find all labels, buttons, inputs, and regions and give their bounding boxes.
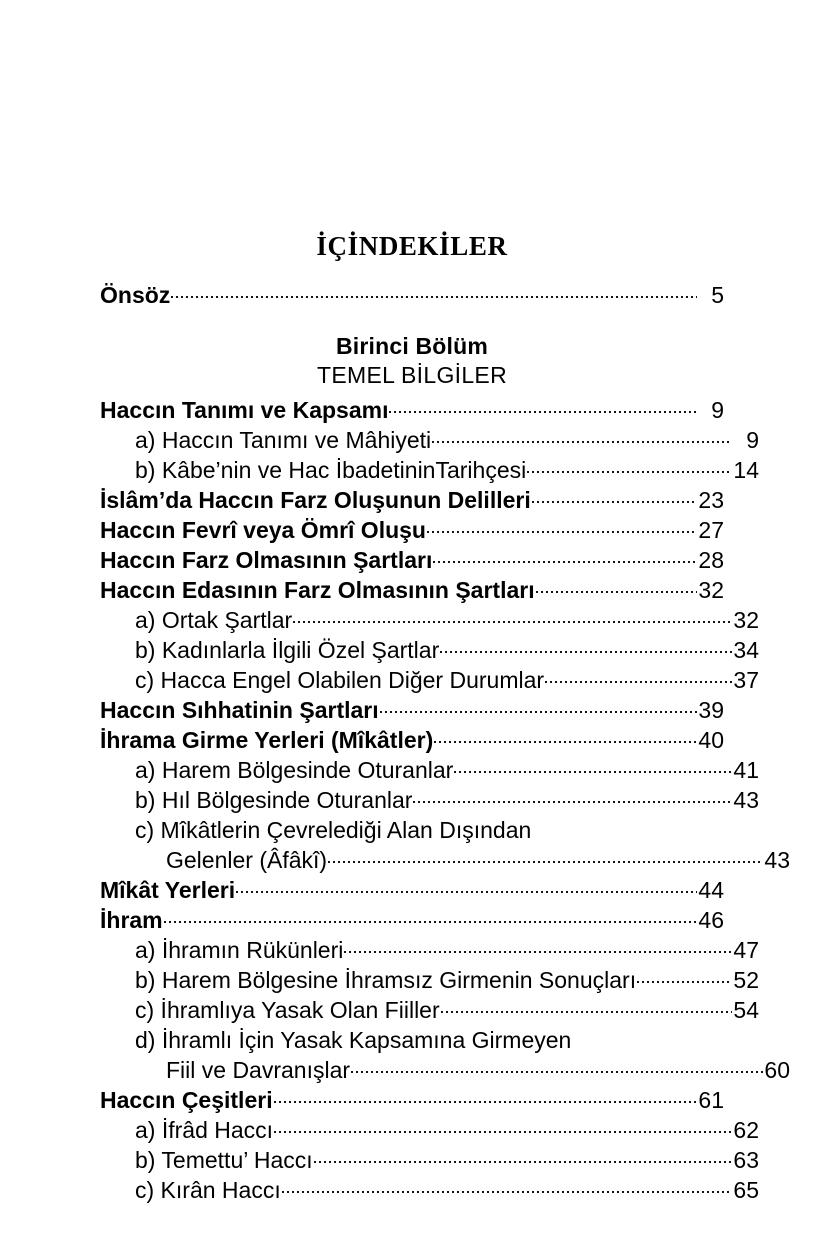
dot-leader (432, 425, 732, 448)
dot-leader (637, 965, 732, 988)
dot-leader (164, 905, 697, 928)
toc-entry[interactable] (100, 635, 759, 665)
toc-entry-label: Gelenler (Âfâkî) (166, 846, 328, 873)
dot-leader (427, 515, 697, 538)
toc-entry-page: 62 (733, 1116, 759, 1143)
toc-entry-label: Önsöz (100, 281, 171, 308)
toc-entry-label: a) İfrâd Haccı (135, 1116, 274, 1143)
toc-entry-label: b) Kadınlarla İlgili Özel Şartlar (135, 636, 440, 663)
toc-entry-page: 37 (733, 666, 759, 693)
toc-entry-page: 5 (711, 281, 724, 308)
part-name: Birinci Bölüm (335, 332, 489, 359)
dot-leader (434, 725, 697, 748)
toc-entry-page: 32 (733, 606, 759, 633)
toc-entry-label: c) Kırân Haccı (135, 1176, 281, 1203)
toc-entry-page: 32 (698, 576, 724, 603)
toc-entry[interactable] (100, 785, 759, 815)
toc-entry[interactable] (100, 515, 724, 545)
dot-leader (380, 695, 697, 718)
toc-entry-label: Haccın Çeşitleri (100, 1086, 273, 1113)
toc-entry[interactable] (100, 875, 724, 905)
toc-entry-label: a) Haccın Tanımı ve Mâhiyeti (135, 426, 432, 453)
toc-entry[interactable] (100, 1055, 790, 1085)
toc-entry[interactable] (100, 815, 759, 845)
dot-leader (440, 635, 732, 658)
page-title: İÇİNDEKİLER (316, 231, 508, 261)
dot-leader (314, 1145, 732, 1168)
dot-leader (274, 1115, 732, 1138)
toc-entry[interactable] (100, 725, 724, 755)
toc-entry-page: 65 (733, 1176, 759, 1203)
toc-entry[interactable] (100, 545, 724, 575)
toc-entry-label: a) Ortak Şartlar (135, 606, 293, 633)
toc-entry-label: İslâm’da Haccın Farz Oluşunun Delilleri (100, 486, 531, 513)
dot-leader (236, 875, 697, 898)
toc-entry-label: Fiil ve Davranışlar (166, 1056, 351, 1083)
toc-entry-list (100, 395, 790, 1205)
toc-entry[interactable] (100, 455, 759, 485)
front-matter-list (100, 280, 724, 310)
toc-content (100, 231, 790, 1205)
toc-entry-label: c) İhramlıya Yasak Olan Fiiller (135, 996, 440, 1023)
dot-leader (293, 605, 732, 628)
dot-leader (389, 395, 697, 418)
toc-entry-page: 28 (698, 546, 724, 573)
dot-leader (171, 280, 697, 303)
toc-entry-page: 60 (764, 1056, 790, 1083)
dot-leader (441, 995, 732, 1018)
toc-entry-label: Haccın Tanımı ve Kapsamı (100, 396, 389, 423)
toc-entry-label: İhrama Girme Yerleri (Mîkâtler) (100, 726, 434, 753)
toc-entry-label: b) Harem Bölgesine İhramsız Girmenin Sonuçları (135, 966, 637, 993)
dot-leader (433, 545, 697, 568)
toc-entry-page: 43 (733, 786, 759, 813)
dot-leader (536, 575, 697, 598)
dot-leader (328, 845, 763, 868)
toc-entry-label: a) Harem Bölgesinde Oturanlar (135, 756, 454, 783)
toc-entry[interactable] (100, 1175, 759, 1205)
dot-leader (344, 935, 732, 958)
toc-entry-label: Haccın Farz Olmasının Şartları (100, 546, 433, 573)
toc-entry-onsoz[interactable] (100, 280, 724, 310)
dot-leader (532, 485, 697, 508)
toc-entry-page: 43 (764, 846, 790, 873)
toc-entry-label: Haccın Fevrî veya Ömrî Oluşu (100, 516, 426, 543)
toc-entry[interactable] (100, 395, 724, 425)
toc-entry[interactable] (100, 425, 759, 455)
toc-entry[interactable] (100, 605, 759, 635)
dot-leader (454, 755, 732, 778)
toc-entry-page: 9 (746, 426, 759, 453)
toc-entry-label: Haccın Sıhhatinin Şartları (100, 696, 379, 723)
toc-entry[interactable] (100, 1025, 759, 1055)
toc-entry-label: İhram (100, 906, 163, 933)
part-subtitle: TEMEL BİLGİLER (317, 361, 507, 388)
dot-leader (274, 1085, 697, 1108)
toc-entry-page: 34 (733, 636, 759, 663)
toc-entry-page: 39 (698, 696, 724, 723)
toc-entry-page: 9 (711, 396, 724, 423)
toc-entry-label: Haccın Edasının Farz Olmasının Şartları (100, 576, 535, 603)
toc-entry[interactable] (100, 665, 759, 695)
toc-entry[interactable] (100, 695, 724, 725)
toc-entry-label: c) Hacca Engel Olabilen Diğer Durumlar (135, 666, 545, 693)
toc-entry-page: 46 (698, 906, 724, 933)
toc-entry-page: 61 (698, 1086, 724, 1113)
toc-entry[interactable] (100, 935, 759, 965)
dot-leader (351, 1055, 763, 1078)
toc-entry-label: c) Mîkâtlerin Çevrelediği Alan Dışından (135, 816, 532, 843)
toc-entry-label: a) İhramın Rükünleri (135, 936, 344, 963)
toc-entry-label: b) Hıl Bölgesinde Oturanlar (135, 786, 413, 813)
toc-entry[interactable] (100, 485, 724, 515)
toc-entry-page: 14 (733, 456, 759, 483)
toc-entry-page: 27 (698, 516, 724, 543)
dot-leader (545, 665, 732, 688)
toc-entry-label: b) Temettu’ Haccı (135, 1146, 313, 1173)
toc-entry-page: 63 (733, 1146, 759, 1173)
toc-entry[interactable] (100, 1145, 759, 1175)
toc-entry-label: b) Kâbe’nin ve Hac İbadetininTarihçesi (135, 456, 527, 483)
toc-entry[interactable] (100, 1085, 724, 1115)
toc-entry[interactable] (100, 995, 759, 1025)
toc-entry-page: 52 (733, 966, 759, 993)
toc-entry[interactable] (100, 575, 724, 605)
toc-entry[interactable] (100, 845, 790, 875)
toc-entry[interactable] (100, 905, 724, 935)
toc-entry[interactable] (100, 1115, 759, 1145)
dot-leader (282, 1175, 732, 1198)
toc-entry-page: 23 (698, 486, 724, 513)
toc-entry[interactable] (100, 755, 759, 785)
toc-entry-page: 47 (733, 936, 759, 963)
toc-entry-page: 40 (698, 726, 724, 753)
toc-entry-page: 41 (733, 756, 759, 783)
dot-leader (413, 785, 732, 808)
dot-leader (527, 455, 732, 478)
toc-entry[interactable] (100, 965, 759, 995)
toc-entry-page: 54 (733, 996, 759, 1023)
toc-entry-page: 44 (698, 876, 724, 903)
toc-entry-label: d) İhramlı İçin Yasak Kapsamına Girmeyen (135, 1026, 572, 1053)
toc-entry-label: Mîkât Yerleri (100, 876, 236, 903)
part-heading (100, 332, 724, 389)
